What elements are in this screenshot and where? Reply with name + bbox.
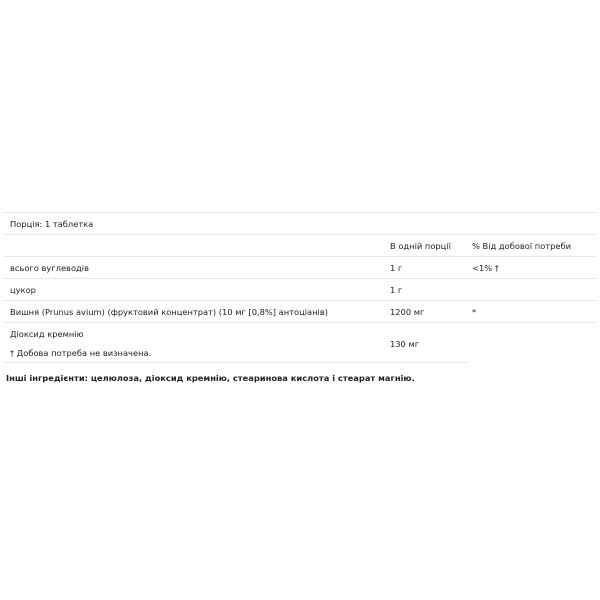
divider [4, 322, 596, 323]
nutrient-name: цукор [10, 285, 36, 295]
table-top-border [4, 212, 596, 213]
per-serving-header: В одній порції [390, 241, 451, 251]
nutrient-daily-value: * [472, 307, 477, 317]
nutrient-name: Діоксид кремнію [10, 329, 84, 339]
other-ingredients: Інші інгредієнти: целюлоза, діоксид кремнію, стеаринова кислота і стеарат магнію. [6, 373, 415, 383]
daily-value-header: % Від добової потреби [472, 241, 572, 251]
nutrient-amount: 1 г [390, 285, 403, 295]
table-bottom-border [4, 362, 468, 363]
nutrient-daily-value: <1% † [472, 263, 499, 273]
divider [4, 234, 596, 235]
supplement-facts-table [0, 212, 600, 362]
nutrient-name: всього вуглеводів [10, 263, 89, 273]
nutrient-amount: 1200 мг [390, 307, 425, 317]
divider [4, 256, 596, 257]
nutrient-name: Вишня (Prunus avium) (фруктовий концентрат) (10 мг [0,8%] антоціанів) [10, 307, 328, 317]
nutrient-amount: 130 мг [390, 339, 420, 349]
divider [4, 278, 596, 279]
divider [4, 300, 596, 301]
footnote: † Добова потреба не визначена. [10, 348, 152, 358]
nutrient-amount: 1 г [390, 263, 403, 273]
serving-size: Порція: 1 таблетка [10, 219, 94, 229]
